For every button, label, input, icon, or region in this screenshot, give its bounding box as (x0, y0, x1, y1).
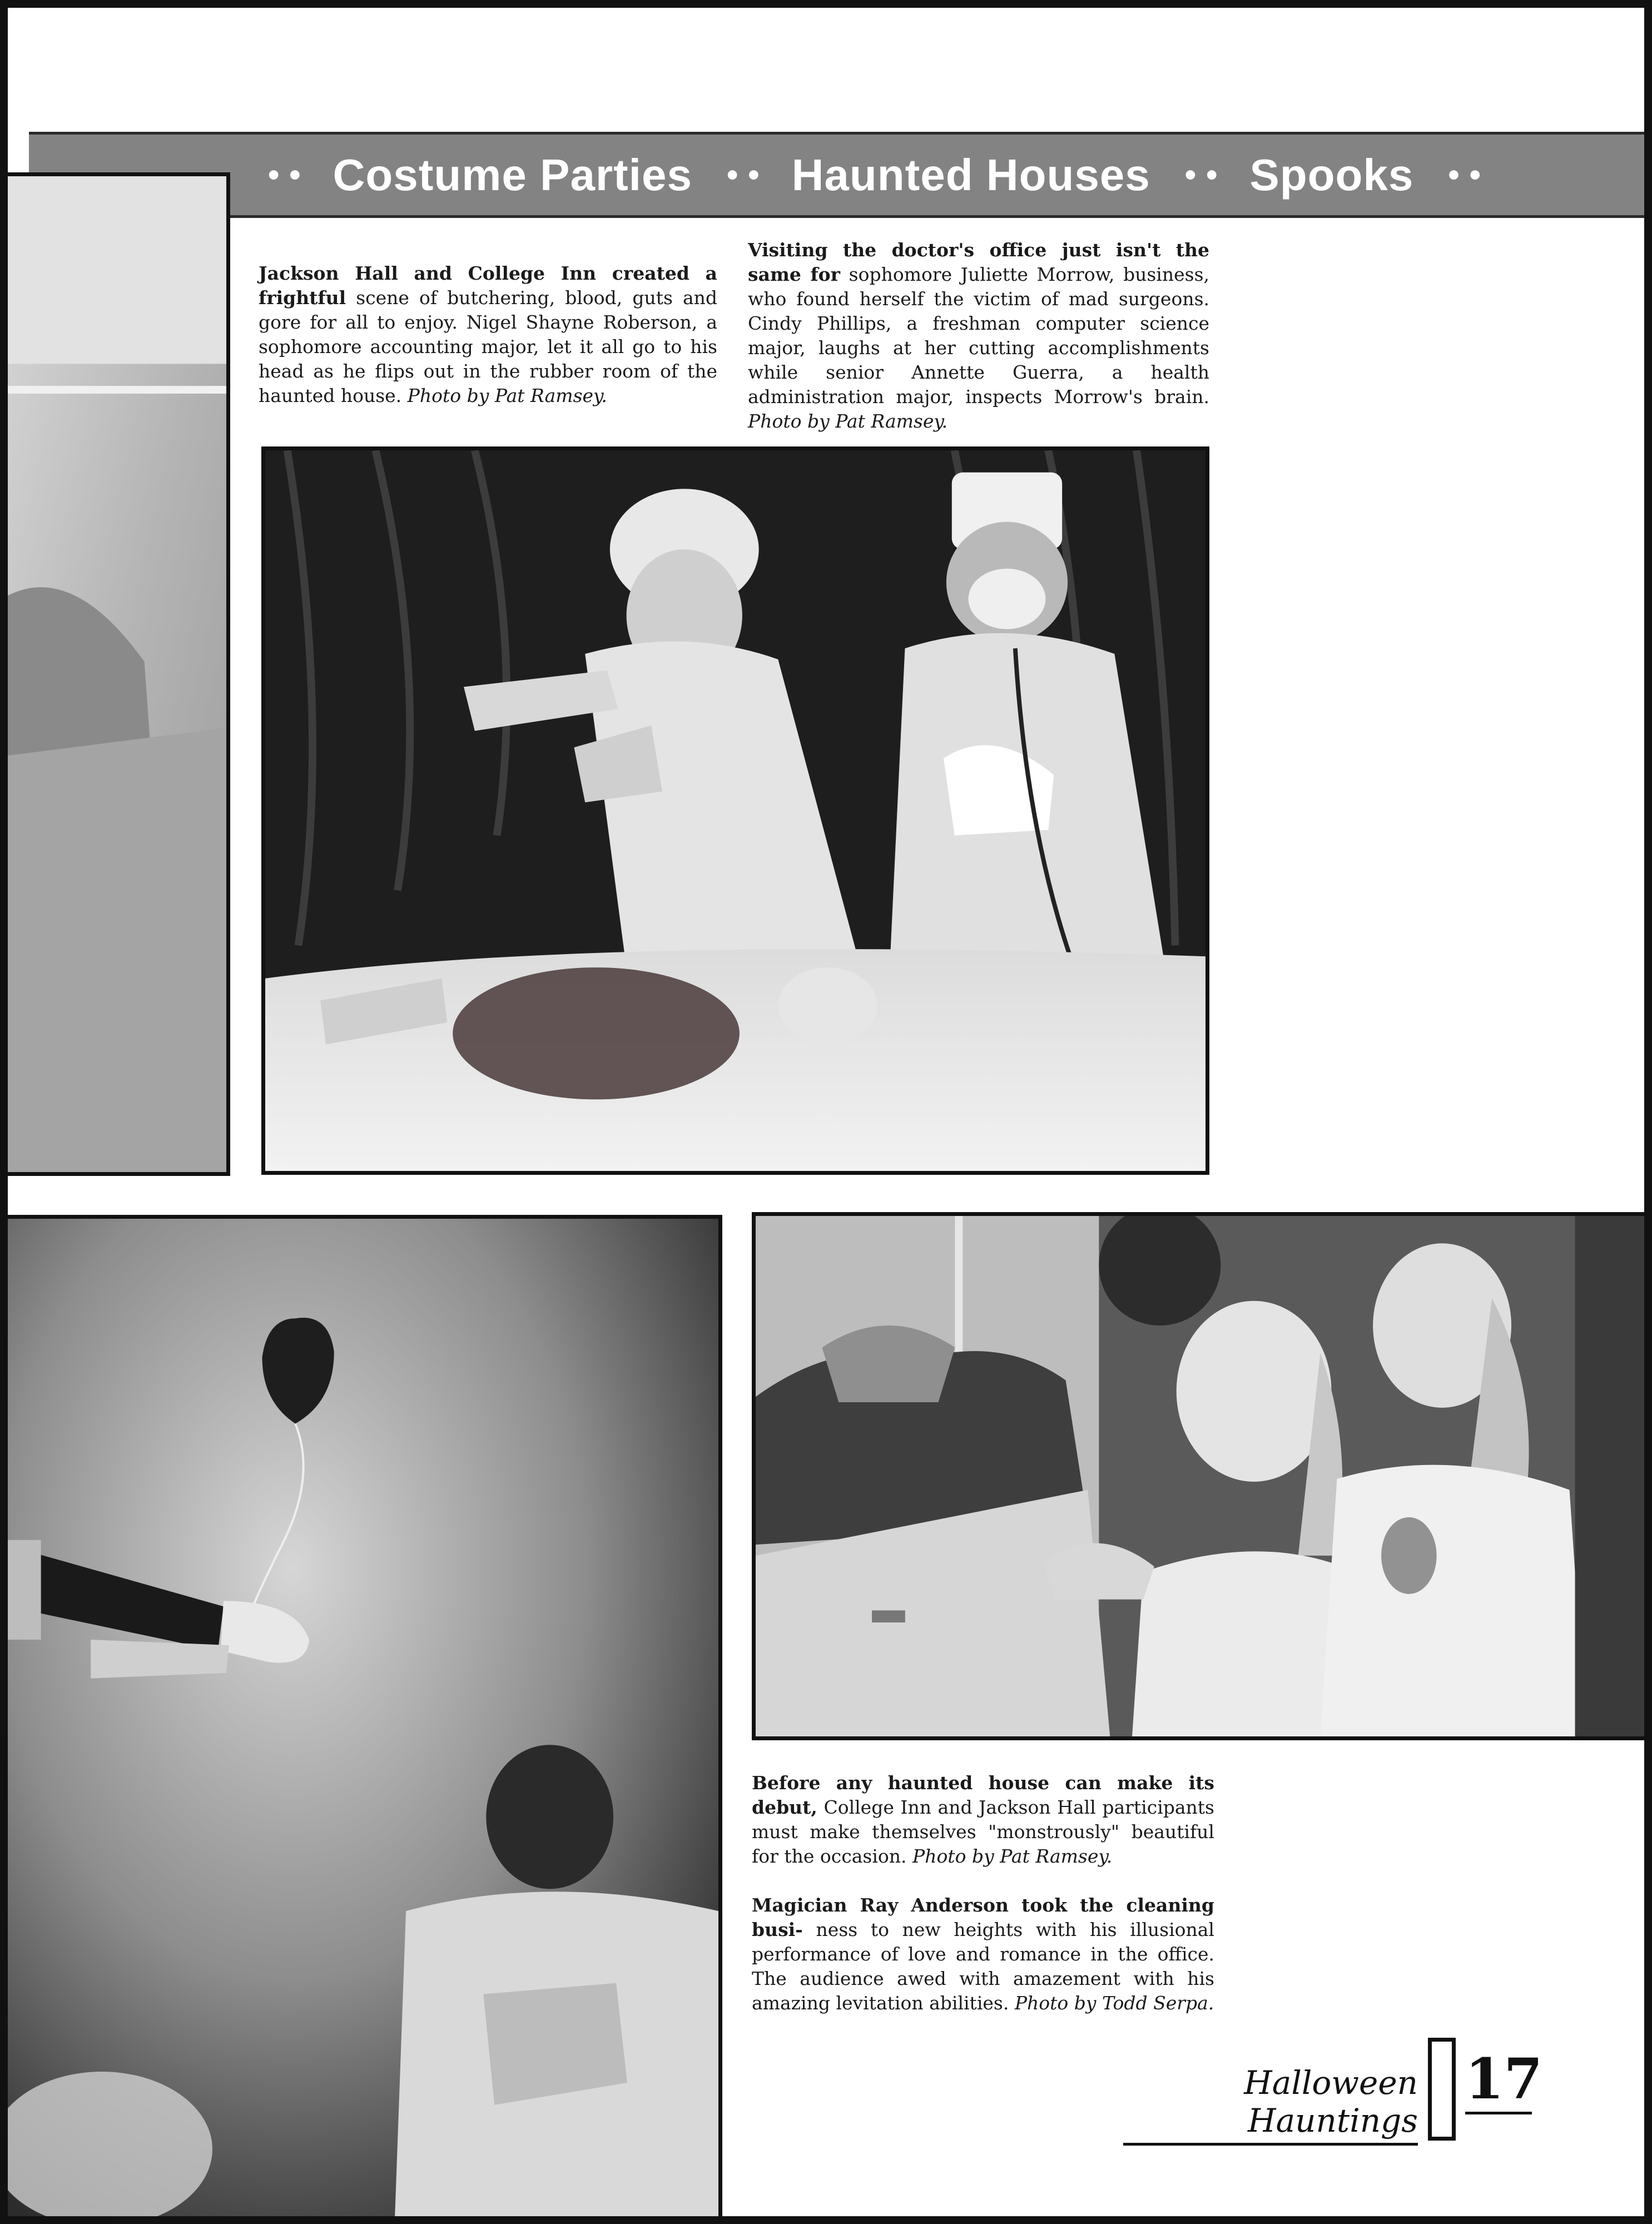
caption-body: College Inn and Jackson Hall participants must make themselves "monstrously" beautiful for the occasion. (752, 1796, 1214, 1867)
page-marker-bar (1428, 2038, 1456, 2141)
caption-lead: Visiting the doctor's office just isn't the same for (748, 239, 1209, 285)
banner-separator: •• (268, 157, 311, 193)
caption-magician (752, 1893, 1214, 2016)
photo-mad-surgeons (261, 446, 1209, 1175)
section-banner (29, 132, 1644, 218)
photo-left-edge (8, 172, 230, 1176)
caption-debut (752, 1771, 1214, 1869)
section-title-footer: Halloween Hauntings (1123, 2064, 1418, 2146)
caption-doctors-office (748, 238, 1209, 434)
caption-lead: Jackson Hall and College Inn created a frightful (259, 262, 717, 309)
banner-separator: •• (726, 157, 770, 193)
photo-credit: Photo by Pat Ramsey. (748, 410, 948, 432)
photo-magician-levitation (8, 1215, 722, 2216)
banner-separator: •• (1184, 157, 1228, 193)
banner-item-haunted-houses: Haunted Houses (791, 150, 1150, 200)
banner-item-costume-parties: Costume Parties (333, 150, 692, 200)
banner-item-spooks: Spooks (1249, 150, 1414, 200)
banner-separator: •• (1448, 157, 1491, 193)
page-number: 17 (1465, 2046, 1532, 2114)
caption-body: scene of butchering, blood, guts and gore for all to enjoy. Nigel Shayne Roberson, a sophomore accounting major, let it all go to his head as he flips out in the rubber room of the haunted house. (259, 287, 717, 406)
photo-credit: Photo by Todd Serpa. (1014, 1992, 1214, 2014)
caption-lead: Before any haunted house can make its debut, (752, 1772, 1214, 1818)
caption-jackson-hall (259, 261, 717, 408)
photo-credit: Photo by Pat Ramsey. (407, 385, 607, 406)
photo-credit: Photo by Pat Ramsey. (912, 1845, 1113, 1867)
caption-lead: Magician Ray Anderson took the cleaning busi- (752, 1894, 1214, 1940)
photo-haunted-makeup (752, 1212, 1644, 1740)
caption-body: ness to new heights with his illusional performance of love and romance in the office. The audience awed with amazement with his amazing levitation abilities. (752, 1919, 1214, 2014)
caption-body: sophomore Juliette Morrow, business, who found herself the victim of mad surgeons. Cindy Phillips, a freshman computer science major, laughs at her cutting accomplishments while senior Annette Guerra, a health administration major, inspects Morrow's brain. (748, 264, 1209, 408)
